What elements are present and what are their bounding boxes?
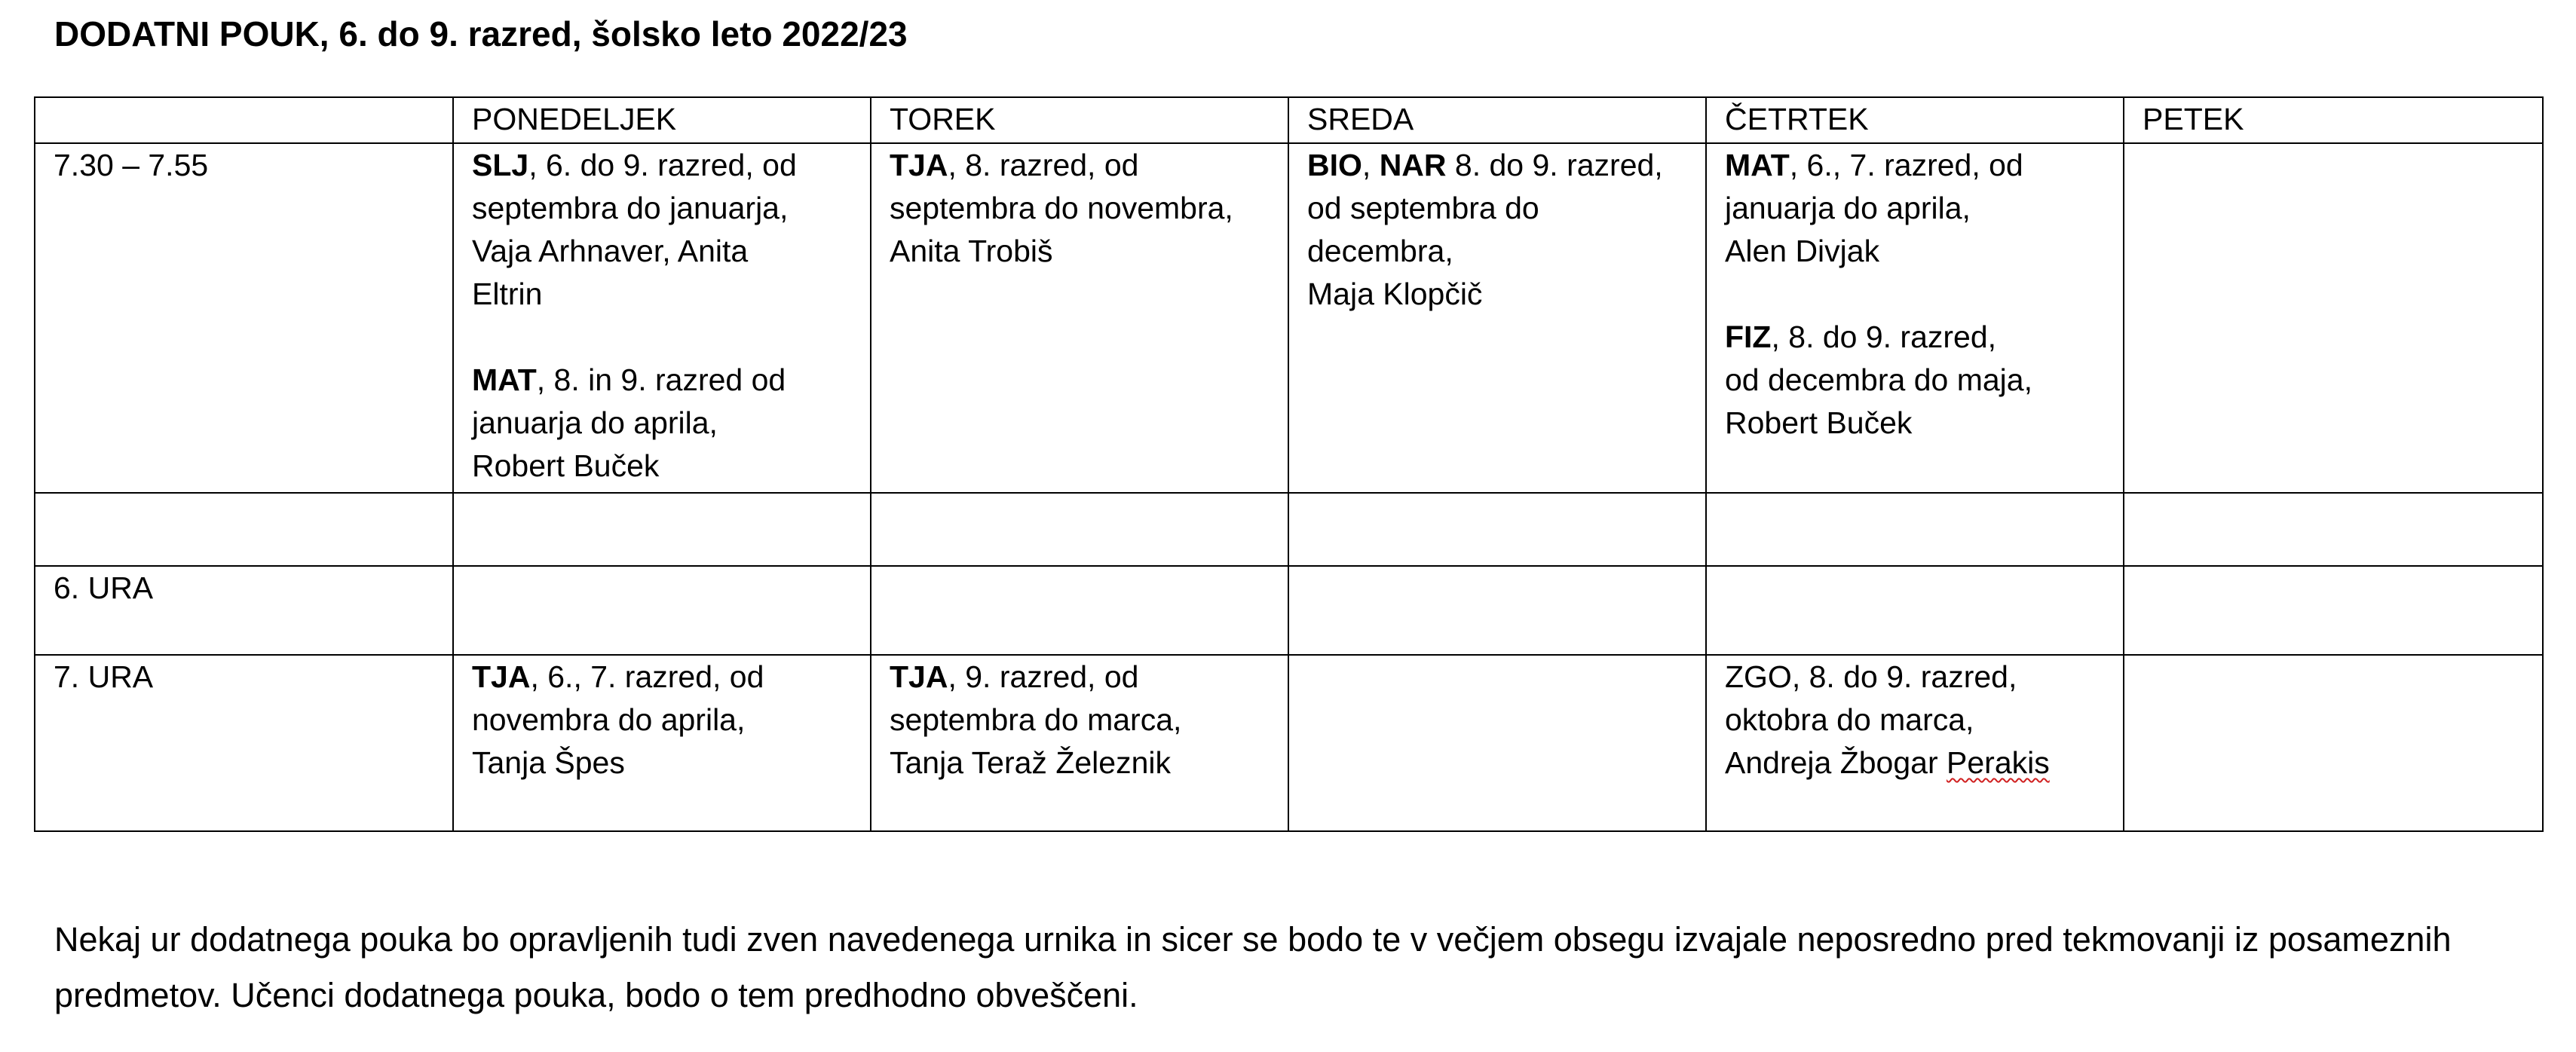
time-cell: 7.30 – 7.55 bbox=[35, 143, 453, 493]
lesson-details: ZGO, 8. do 9. razred, oktobra do marca, Andreja Žbogar bbox=[1725, 659, 2017, 780]
lesson-details: , 6., 7. razred, od novembra do aprila, Tanja Špes bbox=[472, 659, 764, 780]
lesson-details: , 6. do 9. razred, od septembra do januarja, Vaja Arhnaver, Anita Eltrin bbox=[472, 148, 797, 311]
time-cell: 6. URA bbox=[35, 566, 453, 655]
header-cell-time bbox=[35, 97, 453, 143]
lesson-details: , bbox=[1362, 148, 1380, 182]
header-cell-wednesday: SREDA bbox=[1288, 97, 1706, 143]
schedule-cell-thursday bbox=[1706, 493, 2124, 566]
lesson-details: , 8. in 9. razred od januarja do aprila, Robert Buček bbox=[472, 362, 786, 483]
table-row bbox=[35, 493, 2543, 566]
schedule-cell-tuesday bbox=[871, 143, 1288, 493]
header-cell-thursday: ČETRTEK bbox=[1706, 97, 2124, 143]
page-title: DODATNI POUK, 6. do 9. razred, šolsko leto 2022/23 bbox=[54, 14, 908, 54]
table-row bbox=[35, 143, 2543, 493]
footer-note: Nekaj ur dodatnega pouka bo opravljenih tudi zven navedenega urnika in sicer se bodo te v večjem obsegu izvajale neposredno pred tekmovanji iz posameznih predmetov. Učenci dodatnega pouka, bodo o tem predhodno obveščeni. bbox=[54, 920, 2452, 1014]
table-header-row bbox=[35, 97, 2543, 143]
schedule-cell-monday bbox=[453, 566, 871, 655]
schedule-cell-thursday bbox=[1706, 655, 2124, 831]
schedule-cell-friday bbox=[2124, 655, 2543, 831]
header-cell-monday: PONEDELJEK bbox=[453, 97, 871, 143]
subject-code: TJA bbox=[472, 659, 531, 694]
subject-code: NAR bbox=[1379, 148, 1447, 182]
table-row bbox=[35, 566, 2543, 655]
schedule-cell-thursday bbox=[1706, 566, 2124, 655]
schedule-cell-monday bbox=[453, 493, 871, 566]
table-row bbox=[35, 655, 2543, 831]
lesson-entry bbox=[472, 144, 858, 316]
schedule-cell-tuesday bbox=[871, 655, 1288, 831]
schedule-cell-monday bbox=[453, 143, 871, 493]
lesson-entry bbox=[472, 359, 858, 488]
schedule-cell-monday bbox=[453, 655, 871, 831]
schedule-cell-friday bbox=[2124, 493, 2543, 566]
lesson-entry bbox=[890, 656, 1276, 784]
schedule-cell-thursday bbox=[1706, 143, 2124, 493]
subject-code: TJA bbox=[890, 148, 948, 182]
schedule-cell-wednesday bbox=[1288, 493, 1706, 566]
lesson-details: , 6., 7. razred, od januarja do aprila, Alen Divjak bbox=[1725, 148, 2023, 268]
lesson-entry bbox=[1725, 656, 2111, 784]
lesson-entry bbox=[1307, 144, 1693, 316]
subject-code: MAT bbox=[472, 362, 537, 397]
lesson-entry bbox=[1725, 144, 2111, 273]
time-cell bbox=[35, 493, 453, 566]
lesson-entry bbox=[1725, 316, 2111, 445]
lesson-details: , 9. razred, od septembra do marca, Tanja Teraž Železnik bbox=[890, 659, 1182, 780]
lesson-entry bbox=[890, 144, 1276, 273]
schedule-cell-friday bbox=[2124, 566, 2543, 655]
schedule-table bbox=[34, 96, 2544, 832]
time-cell: 7. URA bbox=[35, 655, 453, 831]
schedule-cell-tuesday bbox=[871, 566, 1288, 655]
schedule-cell-wednesday bbox=[1288, 655, 1706, 831]
lesson-entry bbox=[472, 656, 858, 784]
subject-code: TJA bbox=[890, 659, 948, 694]
schedule-cell-tuesday bbox=[871, 493, 1288, 566]
lesson-details: 8. do 9. razred, od septembra do decembra, Maja Klopčič bbox=[1307, 148, 1663, 311]
header-cell-friday: PETEK bbox=[2124, 97, 2543, 143]
schedule-cell-friday bbox=[2124, 143, 2543, 493]
lesson-details: , 8. do 9. razred, od decembra do maja, Robert Buček bbox=[1725, 320, 2032, 440]
spellcheck-flagged-word: Perakis bbox=[1947, 745, 2050, 780]
schedule-cell-wednesday bbox=[1288, 566, 1706, 655]
schedule-cell-wednesday bbox=[1288, 143, 1706, 493]
subject-code: FIZ bbox=[1725, 320, 1772, 354]
subject-code: BIO bbox=[1307, 148, 1362, 182]
subject-code: MAT bbox=[1725, 148, 1790, 182]
subject-code: SLJ bbox=[472, 148, 529, 182]
lesson-details: , 8. razred, od septembra do novembra, Anita Trobiš bbox=[890, 148, 1233, 268]
header-cell-tuesday: TOREK bbox=[871, 97, 1288, 143]
